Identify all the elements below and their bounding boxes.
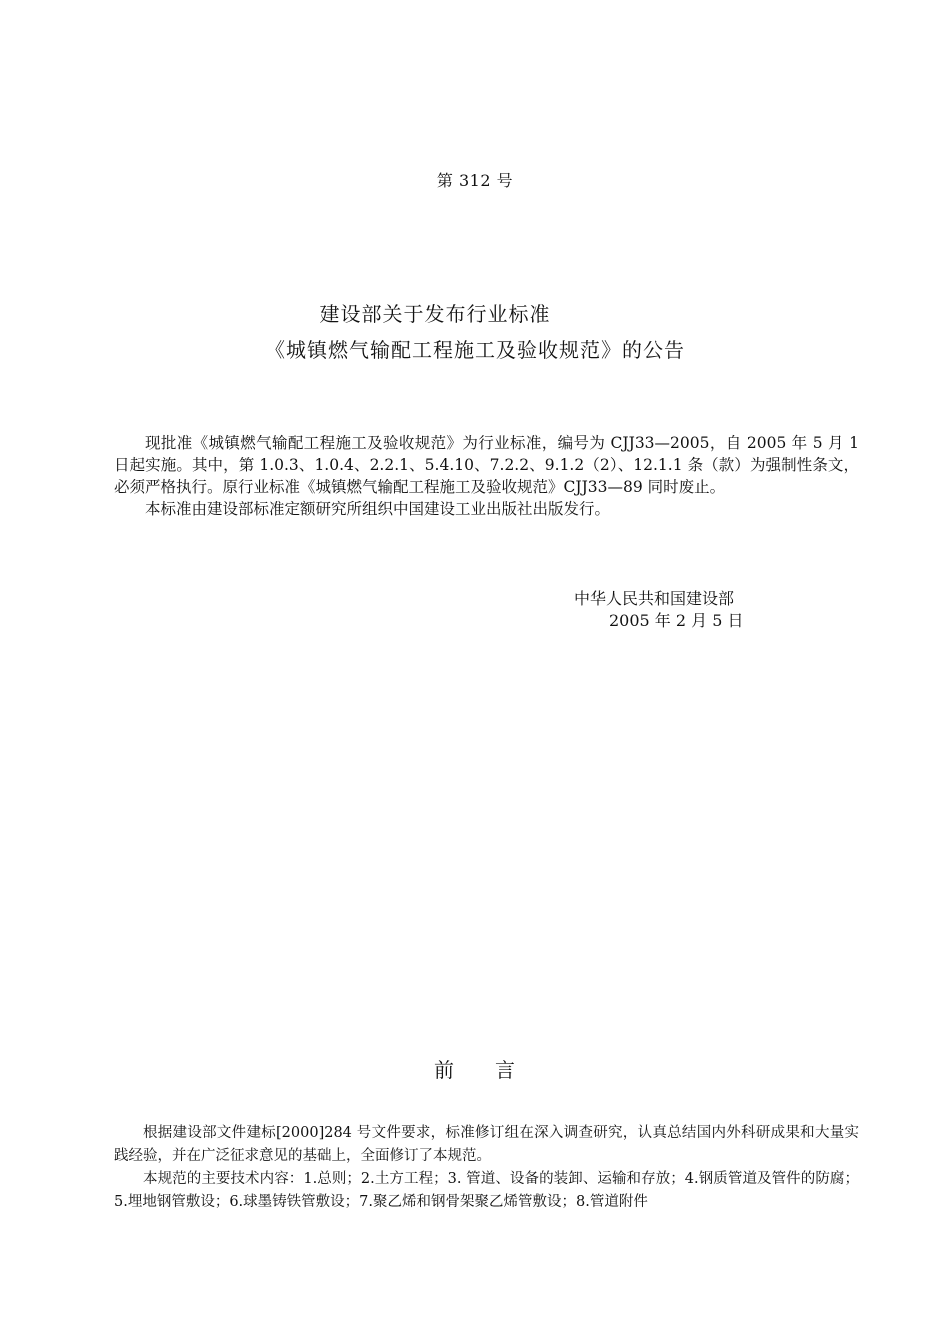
announcement-number: 第 312 号 bbox=[436, 171, 514, 190]
announcement-body bbox=[114, 432, 859, 520]
announcement-signature bbox=[574, 588, 744, 632]
issuer-name: 中华人民共和国建设部 bbox=[574, 589, 735, 608]
preface-heading bbox=[0, 1054, 950, 1083]
announcement-paragraph: 现批准《城镇燃气输配工程施工及验收规范》为行业标准，编号为 CJJ33—2005，自 2005 年 5 月 1 日起实施。其中，第 1.0.3、1.0.4、2.2.1、5.4.10、7.2.2、9.1.2（2）、12.1.1 条（款）为强制性条文，必须严格执行。原行业标准《城镇燃气输配工程施工及验收规范》CJJ33—89 同时废止。 bbox=[114, 434, 859, 496]
preface-heading-part2: 言 bbox=[495, 1058, 516, 1082]
preface-paragraph: 本规范的主要技术内容：1.总则；2.土方工程；3. 管道、设备的装卸、运输和存放；4.钢质管道及管件的防腐； 5.埋地钢管敷设；6.球墨铸铁管敷设；7.聚乙烯和钢骨架聚乙烯管敷设；8.管道附件 bbox=[114, 1171, 859, 1210]
preface-body bbox=[114, 1122, 859, 1214]
preface-paragraph: 根据建设部文件建标[2000]284 号文件要求，标准修订组在深入调查研究，认真总结国内外科研成果和大量实践经验，并在广泛征求意见的基础上，全面修订了本规范。 bbox=[114, 1125, 859, 1164]
announcement-paragraph: 本标准由建设部标准定额研究所组织中国建设工业出版社出版发行。 bbox=[145, 500, 611, 518]
issue-date: 2005 年 2 月 5 日 bbox=[609, 611, 744, 630]
announcement-title-line1: 建设部关于发布行业标准 bbox=[319, 302, 551, 326]
announcement-title-line2: 《城镇燃气输配工程施工及验收规范》的公告 bbox=[265, 338, 685, 362]
preface-heading-part1: 前 bbox=[434, 1058, 455, 1082]
